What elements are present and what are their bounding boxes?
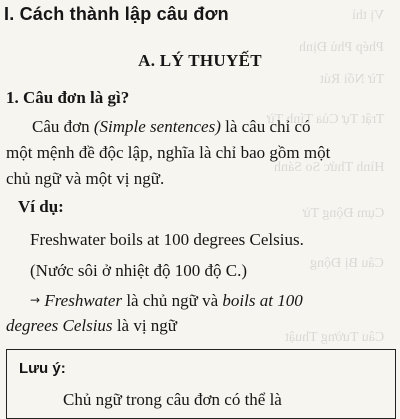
analysis-line xyxy=(6,314,396,338)
arrow-right-icon: → xyxy=(30,293,41,307)
show-through-line: Phép Phủ Định xyxy=(299,40,384,55)
analysis-text: là vị ngữ xyxy=(112,316,178,335)
definition-term: (Simple sentences) xyxy=(93,117,221,136)
definition-line: một mệnh đề độc lập, nghĩa là chỉ bao gồm một xyxy=(6,143,331,162)
show-through-line: Trật Tự Của Tính Từ xyxy=(266,112,384,127)
example-sentence: Freshwater boils at 100 degrees Celsius. xyxy=(30,230,304,249)
subheading: 1. Câu đơn là gì? xyxy=(6,88,130,107)
definition-line: chủ ngữ và một vị ngữ. xyxy=(6,169,165,188)
analysis-line xyxy=(6,289,396,314)
definition-paragraph xyxy=(6,114,396,192)
example-translation: (Nước sôi ở nhiệt độ 100 độ C.) xyxy=(30,261,248,280)
definition-text: là câu chỉ có xyxy=(220,117,311,136)
example-label: Ví dụ: xyxy=(18,197,64,216)
definition-line xyxy=(6,114,396,140)
note-label: Lưu ý: xyxy=(19,360,66,377)
note-text: Chủ ngữ trong câu đơn có thể là xyxy=(63,390,282,409)
show-through-line: Từ Nối Rút xyxy=(319,72,384,87)
show-through-line: Câu Tường Thuật xyxy=(284,330,384,345)
predicate-term: boils at 100 xyxy=(222,291,303,310)
show-through-line: Câu Bị Động xyxy=(310,256,384,271)
show-through-line: Hình Thức So Sánh xyxy=(273,160,384,175)
example-analysis xyxy=(6,289,396,338)
section-title: I. Cách thành lập câu đơn xyxy=(4,4,229,24)
predicate-term: degrees Celsius xyxy=(6,316,113,335)
subtitle: A. LÝ THUYẾT xyxy=(138,51,262,70)
definition-text: Câu đơn xyxy=(32,117,94,136)
note-box xyxy=(6,349,396,419)
subject-term: Freshwater xyxy=(44,291,123,310)
show-through-line: Vị thì xyxy=(351,8,384,23)
analysis-text: là chủ ngữ và xyxy=(122,291,223,310)
show-through-line: Cụm Động Từ xyxy=(302,206,384,221)
